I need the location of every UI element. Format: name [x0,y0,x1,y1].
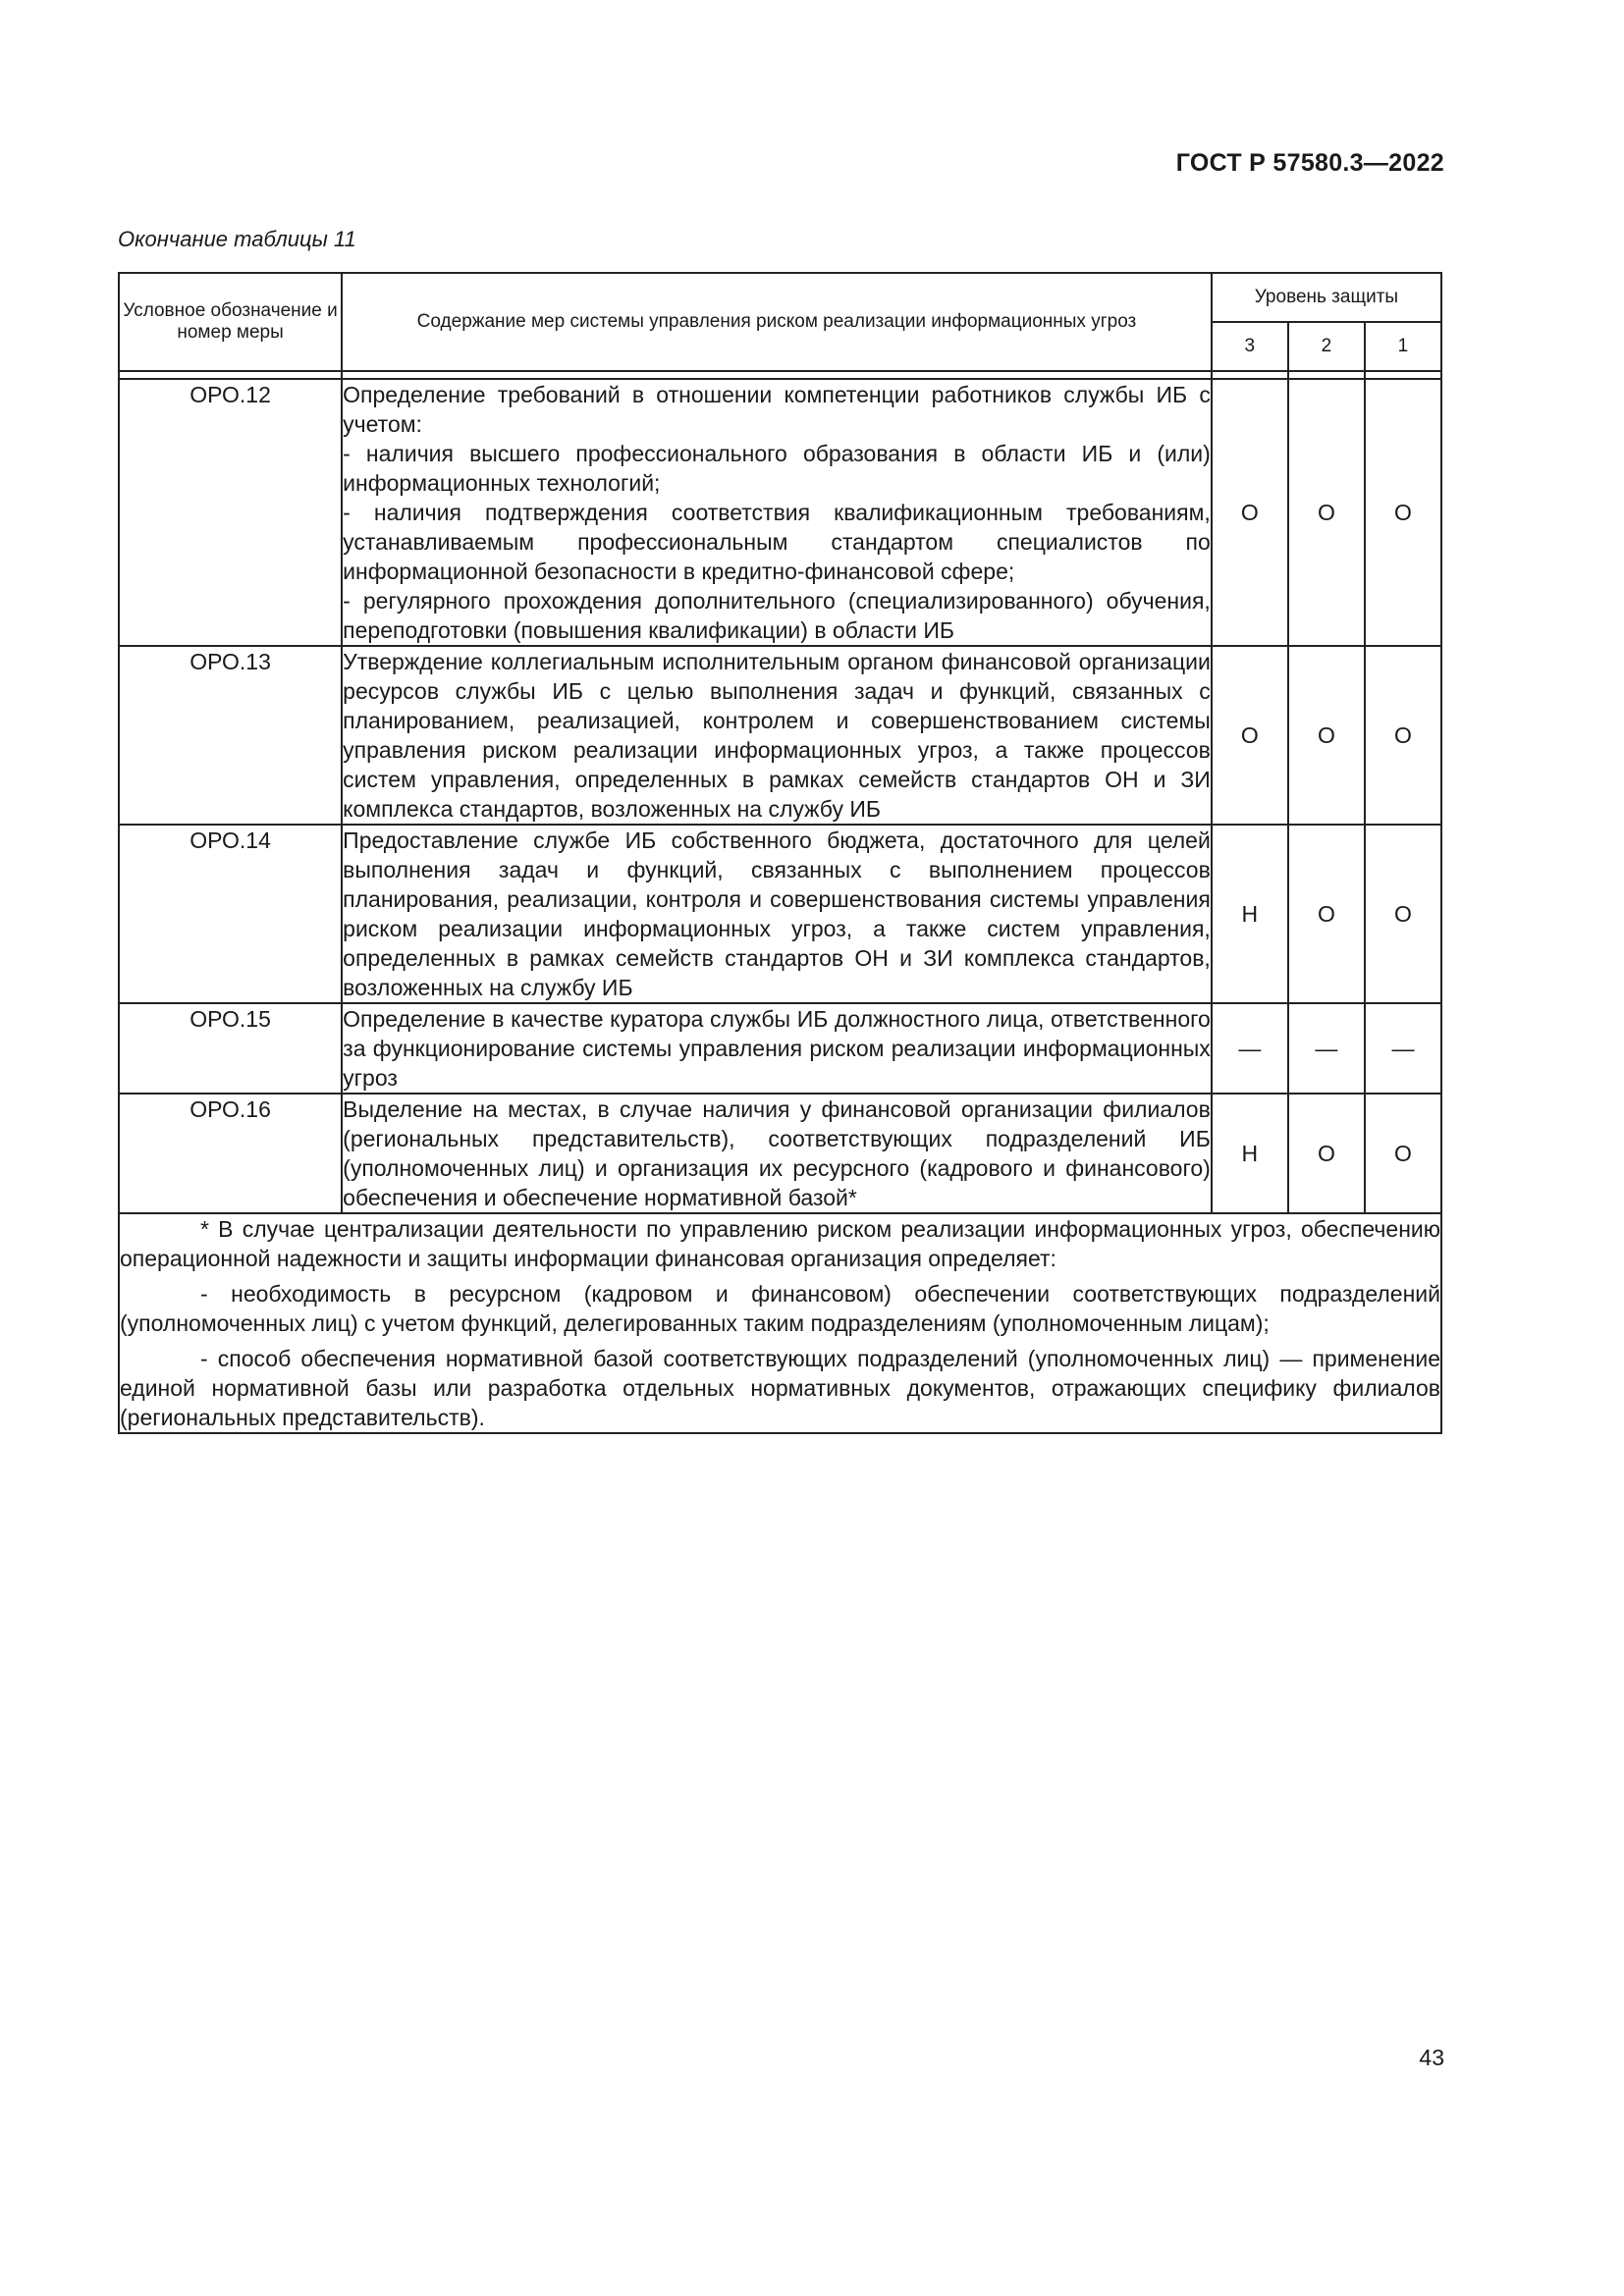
measure-code: ОРО.16 [119,1094,342,1213]
level-3-value: О [1212,379,1288,646]
measure-code: ОРО.12 [119,379,342,646]
header-protection-level: Уровень защиты [1212,273,1441,322]
level-1-value: О [1365,379,1441,646]
level-3-value: — [1212,1003,1288,1094]
page-number: 43 [1419,2045,1444,2070]
footnote-paragraph: - необходимость в ресурсном (кадровом и финансовом) обеспечении соответствующих подразделений (уполномоченных лиц) с учетом функций, делегированных таким подразделениям (уполномоченным лицам); [120,1281,1440,1336]
level-2-value: О [1288,646,1365,825]
level-2-value: О [1288,1094,1365,1213]
footnote-row [119,1213,1441,1433]
footnote [119,1213,1441,1433]
measure-code: ОРО.14 [119,825,342,1003]
measure-content: Предоставление службе ИБ собственного бюджета, достаточного для целей выполнения задач и функций, связанных с выполнением процессов планирования, реализации, контроля и совершенствования системы управления риском реализации информационных угроз, а также систем управления, определенных в рамках семейств стандартов ОН и ЗИ комплекса стандартов, возложенных на службу ИБ [342,825,1212,1003]
header-level-1: 1 [1365,322,1441,371]
header-code-column: Условное обозначение и номер меры [119,273,342,371]
measure-code: ОРО.15 [119,1003,342,1094]
table-row [119,1003,1441,1094]
level-3-value: Н [1212,1094,1288,1213]
footnote-paragraph: * В случае централизации деятельности по управлению риском реализации информационных угроз, обеспечению операционной надежности и защиты информации финансовая организация определяет: [120,1216,1440,1271]
document-code: ГОСТ Р 57580.3—2022 [1175,149,1444,177]
level-1-value: — [1365,1003,1441,1094]
measure-code: ОРО.13 [119,646,342,825]
measure-content-text: Определение требований в отношении компетенции работников службы ИБ с учетом: - наличия высшего профессионального образования в области ИБ и (или) информационных технологий; - наличия подтверждения соответствия квалификационным требованиям, устанавливаемым профессиональным стандартом специалистов по информационной безопасности в кредитно-финансовой сфере; - регулярного прохождения дополнительного (специализированного) обучения, переподготовки (повышения квалификации) в области ИБ [343,382,1211,643]
table-row [119,379,1441,646]
footnote-paragraph: - способ обеспечения нормативной базой соответствующих подразделений (уполномоченных лиц) — применение единой нормативной базы или разработка отдельных нормативных документов, отражающих специфику филиалов (региональных представительств). [120,1346,1440,1430]
level-3-value: Н [1212,825,1288,1003]
level-2-value: О [1288,825,1365,1003]
level-2-value: О [1288,379,1365,646]
measure-content: Утверждение коллегиальным исполнительным органом финансовой организации ресурсов службы ИБ с целью выполнения задач и функций, связанных с планированием, реализацией, контролем и совершенствованием системы управления риском реализации информационных угроз, а также процессов систем управления, определенных в рамках семейств стандартов ОН и ЗИ комплекса стандартов, возложенных на службу ИБ [342,646,1212,825]
header-content-column: Содержание мер системы управления риском реализации информационных угроз [342,273,1212,371]
level-3-value: О [1212,646,1288,825]
level-1-value: О [1365,825,1441,1003]
table-row [119,825,1441,1003]
level-1-value: О [1365,1094,1441,1213]
table-row [119,646,1441,825]
measure-content: Выделение на местах, в случае наличия у финансовой организации филиалов (региональных представительств), соответствующих подразделений ИБ (уполномоченных лиц) и организация их ресурсного (кадрового и финансового) обеспечения и обеспечение нормативной базой* [342,1094,1212,1213]
header-level-2: 2 [1288,322,1365,371]
table-caption: Окончание таблицы 11 [118,227,356,251]
level-2-value: — [1288,1003,1365,1094]
table-row [119,1094,1441,1213]
measure-content: Определение в качестве куратора службы ИБ должностного лица, ответственного за функционирование системы управления риском реализации информационных угроз [342,1003,1212,1094]
level-1-value: О [1365,646,1441,825]
measures-table [118,272,1442,1434]
measure-content [342,379,1212,646]
header-separator [119,371,1441,379]
header-level-3: 3 [1212,322,1288,371]
